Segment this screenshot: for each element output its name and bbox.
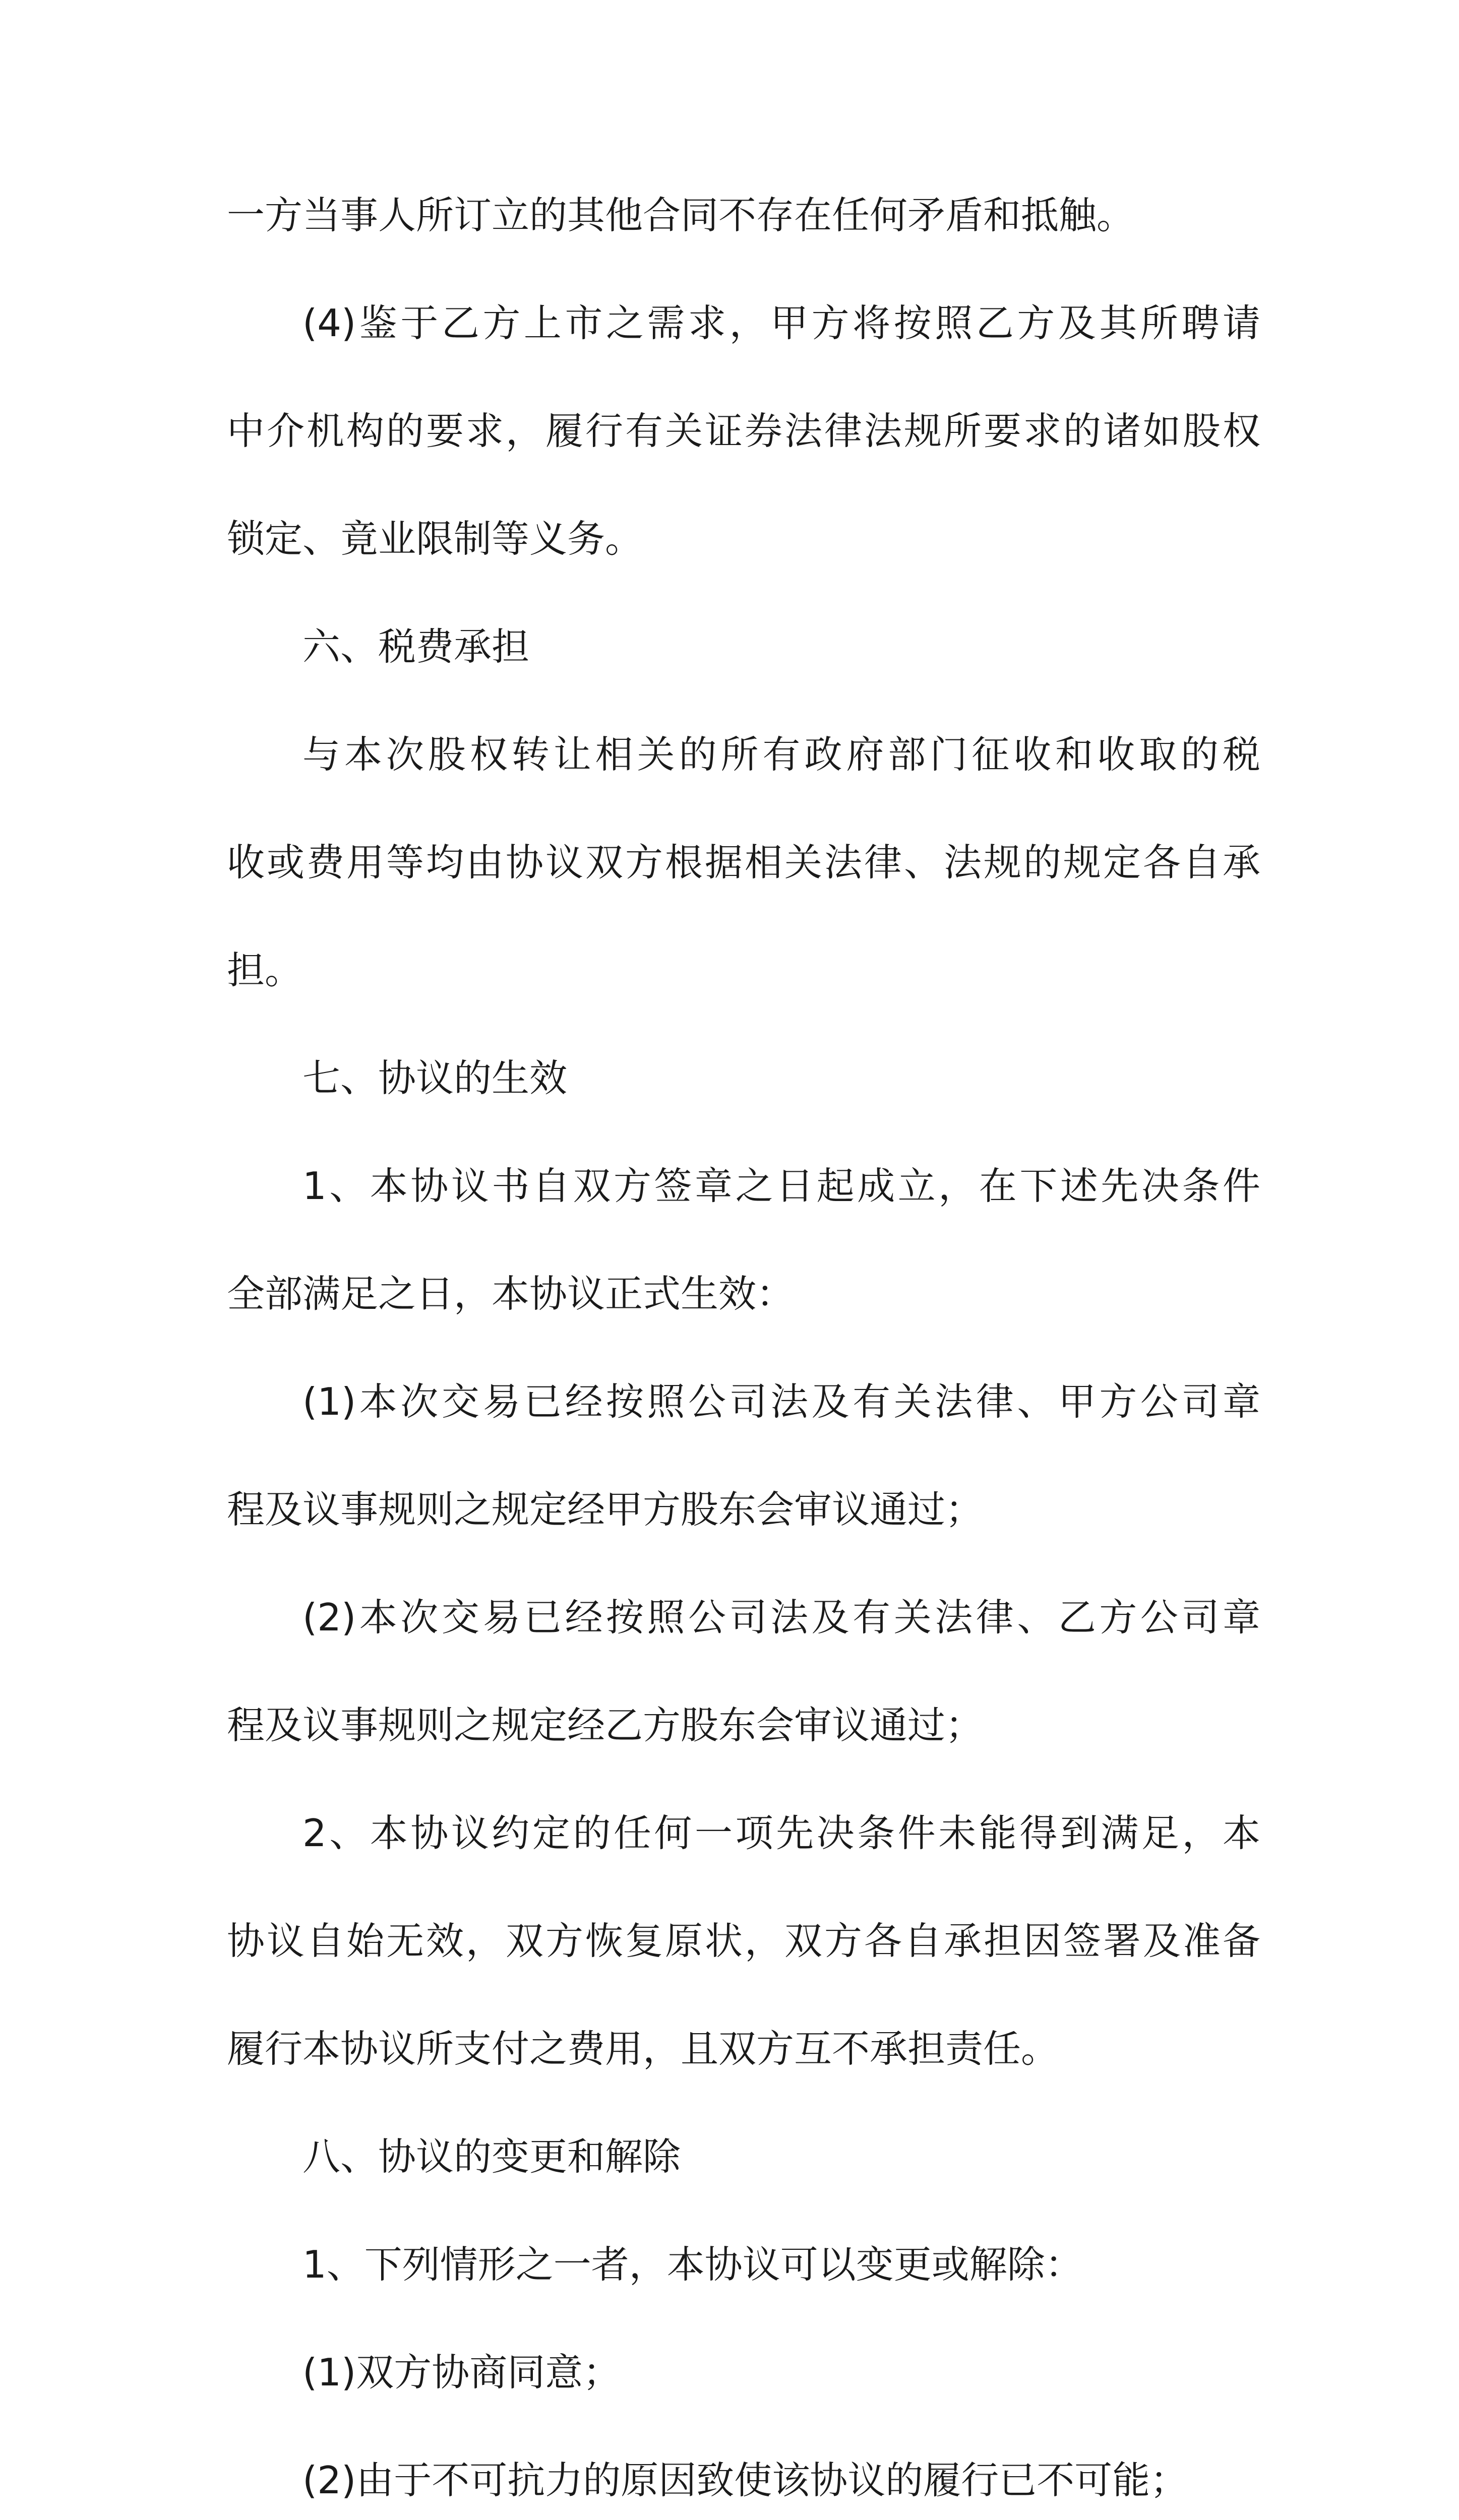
body-text-line: 一方当事人所订立的其他合同不存在任何矛盾和抵触。 — [227, 193, 1135, 237]
body-text-line: 担。 — [227, 948, 303, 992]
body-text-line: 与本次股权转让相关的所有政府部门征收和收取的税 — [302, 732, 1260, 777]
body-text-line: 1、下列情形之一者，本协议可以变更或解除： — [302, 2242, 1083, 2287]
body-text-line: 全部满足之日，本协议正式生效： — [227, 1272, 795, 1316]
body-text-line: 中介机构的要求，履行有关证券法律法规所要求的诸如股权 — [227, 409, 1260, 453]
body-text-line: 锁定、竟业限制等义务。 — [227, 517, 643, 561]
body-text-line: 1、本协议书自双方签章之日起成立，在下述先决条件 — [302, 1164, 1260, 1208]
body-text-line: (2)本次交易已经按照公司法及有关法律、乙方公司章 — [302, 1595, 1260, 1640]
body-text-line: 收或费用等均由协议双方根据相关法律、法规的规定各自承 — [227, 840, 1260, 885]
body-text-line: (2)由于不可抗力的原因致使该协议的履行已不可能； — [302, 2458, 1188, 2502]
body-text-line: (1)本次交易已经按照公司法及有关法律、甲方公司章 — [302, 1379, 1260, 1424]
section-heading: 六、税费承担 — [302, 624, 530, 669]
body-text-line: 协议自始无效，双方恢复原状，双方各自承担因签署及准备 — [227, 1919, 1260, 1963]
body-text-line: 程及议事规则之规定经乙方股东会审议通过； — [227, 1703, 984, 1747]
body-text-line: (1)双方协商同意； — [302, 2350, 621, 2395]
body-text-line: 程及议事规则之规定经甲方股东会审议通过； — [227, 1487, 984, 1532]
section-heading: 八、协议的变更和解除 — [302, 2134, 681, 2179]
body-text-line: 履行本协议所支付之费用，且双方互不承担责任。 — [227, 2027, 1059, 2071]
section-heading: 七、协议的生效 — [302, 1056, 568, 1100]
body-text-line: 2、本协议约定的任何一项先决条件未能得到满足，本 — [302, 1811, 1260, 1855]
body-text-line: (4)鉴于乙方上市之需求，甲方将按照乙方及其所聘请 — [302, 301, 1260, 345]
